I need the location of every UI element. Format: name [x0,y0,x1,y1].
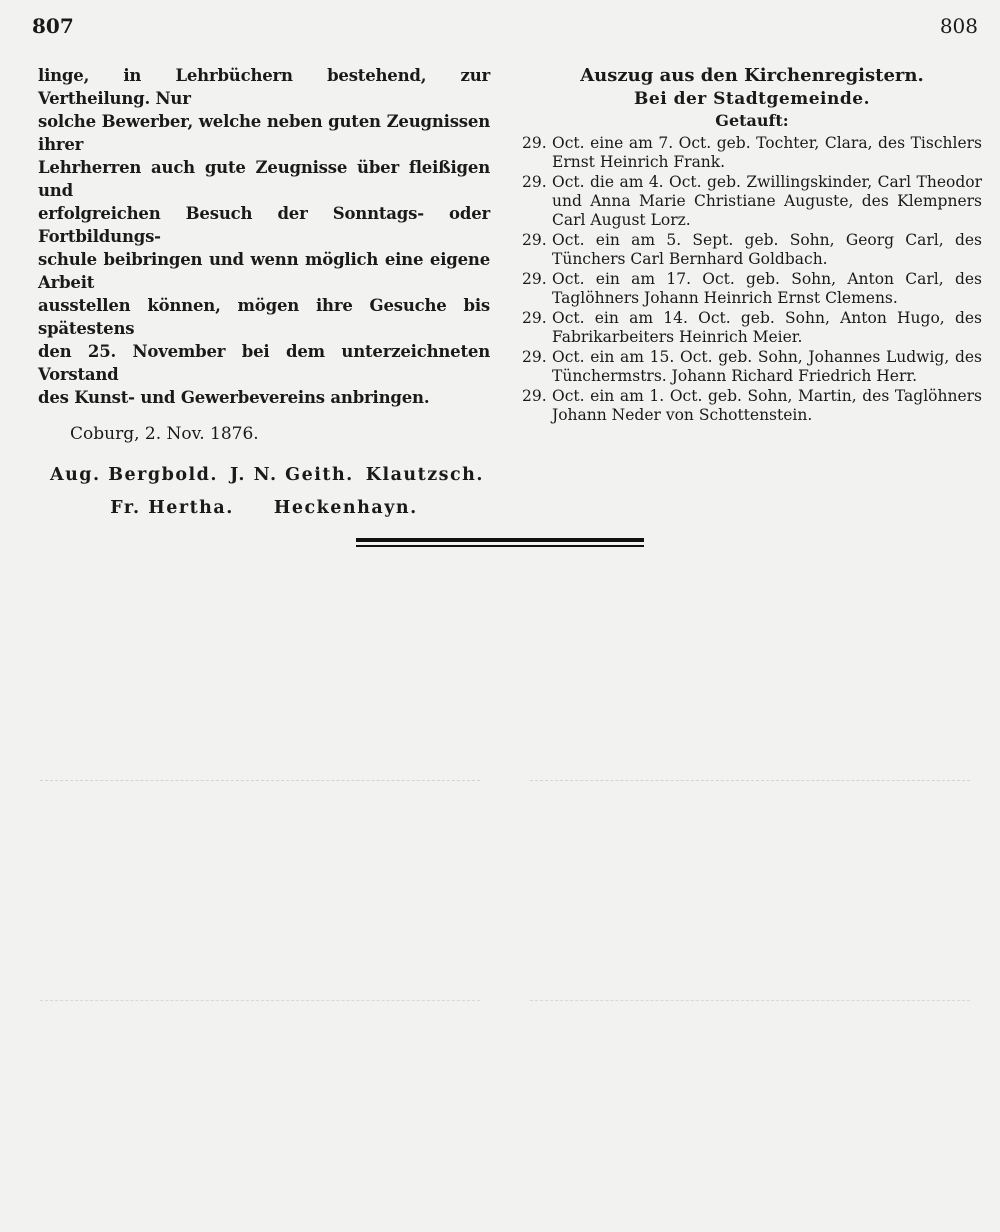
register-entry [522,231,982,269]
entry-date: 29. [522,134,547,152]
notice-line: den 25. November bei dem unterzeichneten Vorstand [38,342,490,384]
signatory: J. N. Geith. [229,465,354,485]
signatory: Klautzsch. [365,465,484,485]
register-entry [522,309,982,347]
entry-text: Oct. ein am 14. Oct. geb. Sohn, Anton Hugo, des Fabrikarbeiters Heinrich Meier. [552,309,982,346]
register-section-heading: Getauft: [715,111,789,130]
notice-line: Lehrherren auch gute Zeugnisse über fleißigen und [38,158,490,200]
notice-paragraph [38,64,490,409]
entry-date: 29. [522,387,547,405]
notice-line: schule beibringen und wenn möglich eine eigene Arbeit [38,250,490,292]
entry-date: 29. [522,348,547,366]
entry-text: Oct. eine am 7. Oct. geb. Tochter, Clara, des Tischlers Ernst Heinrich Frank. [552,134,982,171]
signatory: Heckenhayn. [273,498,418,518]
signatory: Fr. Hertha. [110,498,234,518]
notice-line: linge, in Lehrbüchern bestehend, zur Vertheilung. Nur [38,66,490,108]
entry-date: 29. [522,270,547,288]
signatories-row-2 [38,497,490,520]
entry-text: Oct. ein am 17. Oct. geb. Sohn, Anton Carl, des Taglöhners Johann Heinrich Ernst Clemens. [552,270,982,307]
entry-text: Oct. die am 4. Oct. geb. Zwillingskinder, Carl Theodor und Anna Marie Christiane Auguste, des Klempners Carl August Lorz. [552,173,982,229]
church-register-column [522,64,982,426]
notice-column [38,64,490,520]
notice-line: ausstellen können, mögen ihre Gesuche bis spätestens [38,296,490,338]
notice-line: erfolgreichen Besuch der Sonntags- oder Fortbildungs- [38,204,490,246]
entry-text: Oct. ein am 1. Oct. geb. Sohn, Martin, des Taglöhners Johann Neder von Schottenstein. [552,387,982,424]
register-entry [522,134,982,172]
divider-thin-line [356,545,644,547]
register-entry [522,173,982,230]
register-entry [522,348,982,386]
entry-date: 29. [522,309,547,327]
page-number-left: 807 [32,14,74,38]
notice-line: solche Bewerber, welche neben guten Zeugnissen ihrer [38,112,490,154]
entry-text: Oct. ein am 15. Oct. geb. Sohn, Johannes Ludwig, des Tünchermstrs. Johann Richard Friedrich Herr. [552,348,982,385]
signatory: Aug. Bergbold. [50,465,218,485]
register-entry [522,387,982,425]
register-title: Auszug aus den Kirchenregistern. [580,65,924,86]
entry-date: 29. [522,231,547,249]
entry-text: Oct. ein am 5. Sept. geb. Sohn, Georg Carl, des Tünchers Carl Bernhard Goldbach. [552,231,982,268]
page-number-right: 808 [939,14,978,38]
register-entry [522,270,982,308]
section-divider-rule [356,538,644,547]
notice-place-date: Coburg, 2. Nov. 1876. [70,424,259,444]
notice-line: des Kunst- und Gewerbevereins anbringen. [38,388,430,407]
signatories-row-1 [38,464,490,487]
register-subtitle: Bei der Stadtgemeinde. [634,89,870,109]
entry-date: 29. [522,173,547,191]
divider-thick-line [356,538,644,542]
